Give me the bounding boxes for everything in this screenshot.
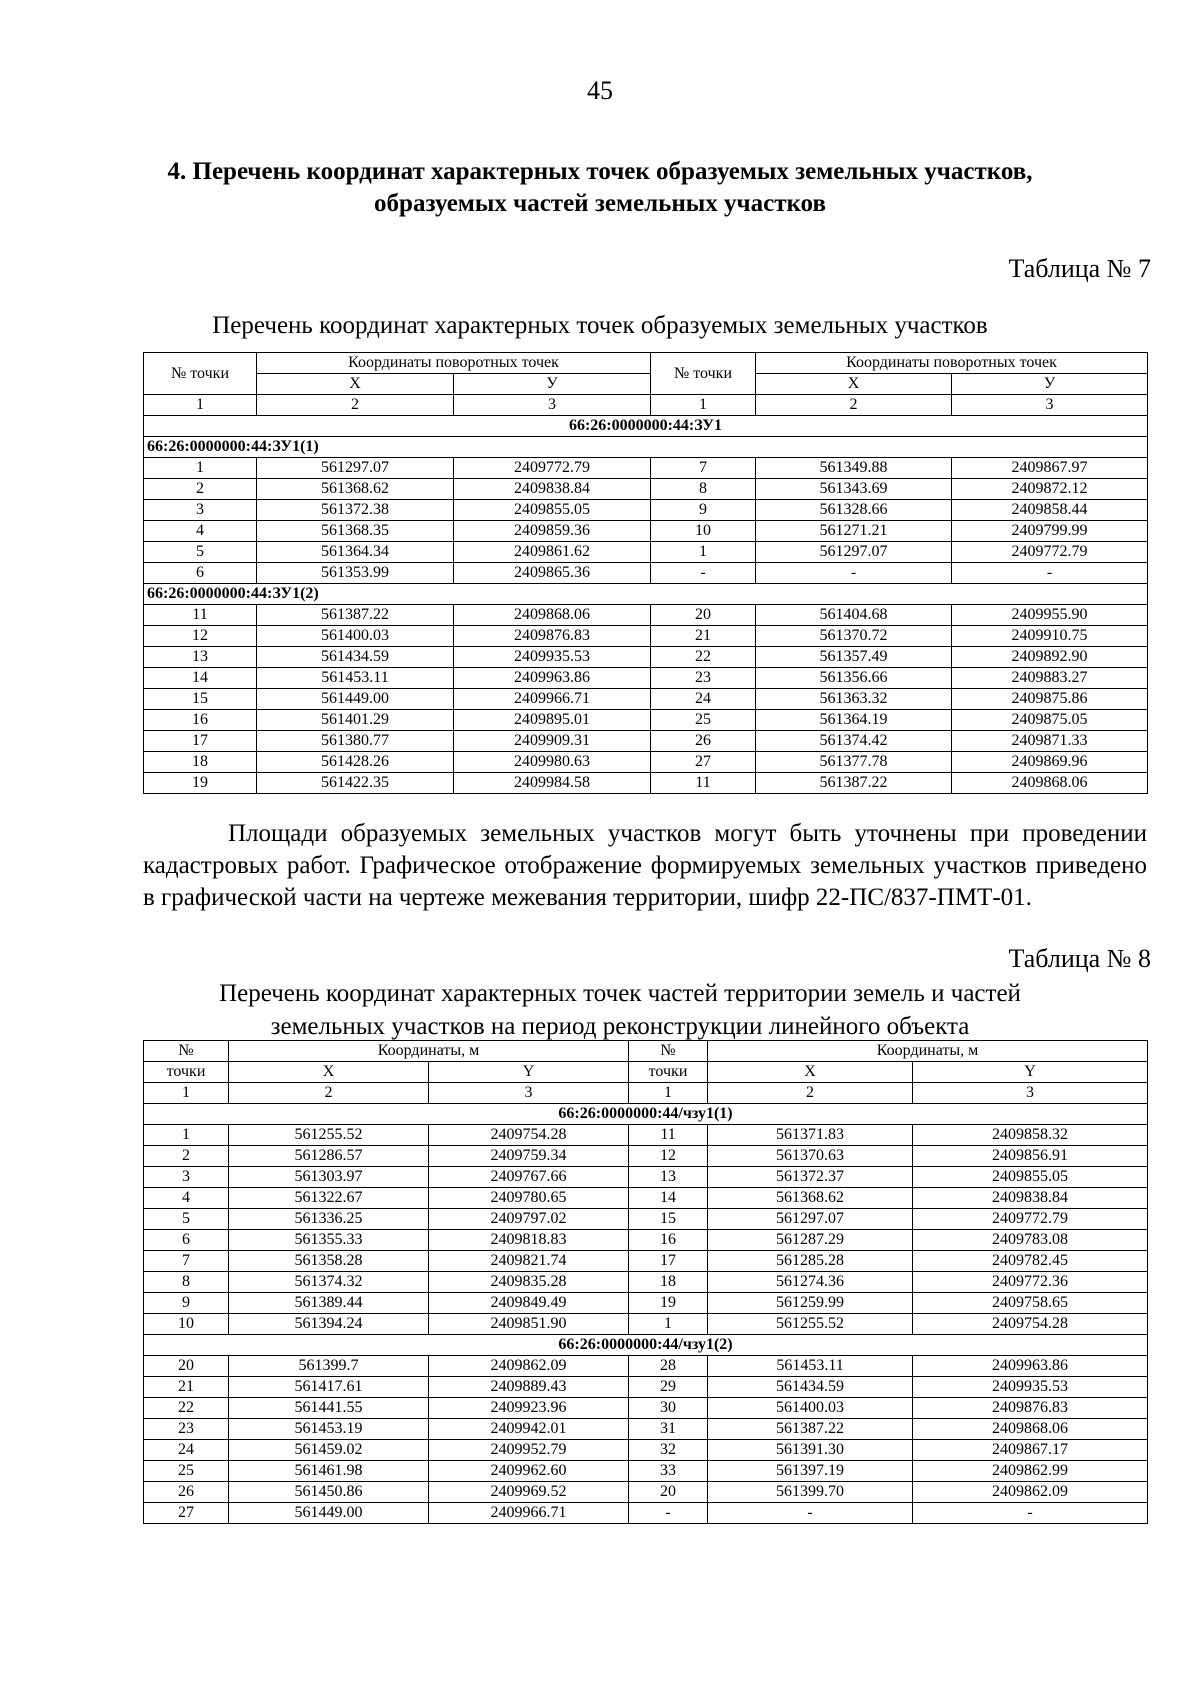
- table-cell: 561417.61: [229, 1377, 429, 1398]
- table-cell: 3: [144, 1167, 229, 1188]
- table7-header-coords: Координаты поворотных точек: [756, 353, 1148, 374]
- table7-header-point: № точки: [651, 353, 756, 395]
- table-cell: 561461.98: [229, 1461, 429, 1482]
- table-cell: 2409909.31: [454, 731, 651, 752]
- table-cell: 2409858.44: [952, 500, 1148, 521]
- table-cell: 561297.07: [756, 542, 952, 563]
- table-cell: 561372.37: [708, 1167, 913, 1188]
- table8-label: Таблица № 8: [1008, 944, 1151, 973]
- table8-header-num-sign: №: [629, 1041, 708, 1062]
- table-cell: 10: [651, 521, 756, 542]
- table7-header-y: У: [454, 374, 651, 395]
- column-number: 3: [913, 1083, 1148, 1104]
- table-cell: 2409923.96: [429, 1398, 629, 1419]
- table-cell: 25: [144, 1461, 229, 1482]
- table-cell: 561387.22: [708, 1419, 913, 1440]
- table-cell: 2: [144, 1146, 229, 1167]
- column-number: 2: [257, 395, 454, 416]
- table-cell: 30: [629, 1398, 708, 1419]
- table7-header-row-2: [144, 374, 1148, 395]
- table-row: [144, 1293, 1148, 1314]
- table-cell: 2409821.74: [429, 1251, 629, 1272]
- table7-column-numbers: [144, 395, 1148, 416]
- table-cell: 2409851.90: [429, 1314, 629, 1335]
- table-cell: 32: [629, 1440, 708, 1461]
- table-cell: 561364.19: [756, 710, 952, 731]
- table7-header-x: Х: [257, 374, 454, 395]
- table-cell: 16: [629, 1230, 708, 1251]
- table8-header-y: Y: [913, 1062, 1148, 1083]
- table-cell: 561380.77: [257, 731, 454, 752]
- table-cell: 23: [144, 1419, 229, 1440]
- table-cell: 2409963.86: [454, 668, 651, 689]
- table-cell: 2409867.97: [952, 458, 1148, 479]
- table-row: [144, 752, 1148, 773]
- table-row: [144, 479, 1148, 500]
- table-cell: 2409868.06: [913, 1419, 1148, 1440]
- table-cell: 11: [144, 605, 257, 626]
- table-cell: 561372.38: [257, 500, 454, 521]
- table-cell: -: [651, 563, 756, 584]
- table-cell: 5: [144, 542, 257, 563]
- table-cell: 561322.67: [229, 1188, 429, 1209]
- table8-column-numbers: [144, 1083, 1148, 1104]
- table-cell: 2409871.33: [952, 731, 1148, 752]
- table-cell: 561336.25: [229, 1209, 429, 1230]
- table-cell: 561374.42: [756, 731, 952, 752]
- table-row: [144, 605, 1148, 626]
- table-cell: 2409876.83: [454, 626, 651, 647]
- table-cell: 2409782.45: [913, 1251, 1148, 1272]
- table-row: [144, 1440, 1148, 1461]
- table-cell: 2409892.90: [952, 647, 1148, 668]
- table-cell: 2409767.66: [429, 1167, 629, 1188]
- table-cell: 561453.11: [257, 668, 454, 689]
- table-cell: 561404.68: [756, 605, 952, 626]
- table-cell: -: [952, 563, 1148, 584]
- table-cell: 12: [144, 626, 257, 647]
- table-cell: 2409754.28: [429, 1125, 629, 1146]
- table-cell: 2: [144, 479, 257, 500]
- table-cell: 561363.32: [756, 689, 952, 710]
- table-cell: 2409865.36: [454, 563, 651, 584]
- group-title: 66:26:0000000:44/чзу1(2): [144, 1335, 1148, 1356]
- table-cell: 2409862.99: [913, 1461, 1148, 1482]
- table-row: [144, 1146, 1148, 1167]
- table8-header-coords: Координаты, м: [708, 1041, 1148, 1062]
- table-cell: 2409855.05: [454, 500, 651, 521]
- table-cell: 14: [629, 1188, 708, 1209]
- table-cell: 2409984.58: [454, 773, 651, 794]
- table-cell: 561370.63: [708, 1146, 913, 1167]
- table8-caption-line2: земельных участков на период реконструкции линейного объекта: [270, 1013, 970, 1040]
- table-cell: 12: [629, 1146, 708, 1167]
- table-cell: 4: [144, 521, 257, 542]
- table-cell: 2409966.71: [429, 1503, 629, 1524]
- table-cell: 561453.11: [708, 1356, 913, 1377]
- table-cell: 1: [144, 1125, 229, 1146]
- table-cell: 2409862.09: [429, 1356, 629, 1377]
- table-cell: 561355.33: [229, 1230, 429, 1251]
- column-number: 2: [756, 395, 952, 416]
- table-cell: 561364.34: [257, 542, 454, 563]
- table8-header-coords: Координаты, м: [229, 1041, 629, 1062]
- table8-header-row-2: [144, 1062, 1148, 1083]
- table-cell: 2409797.02: [429, 1209, 629, 1230]
- table-cell: 561259.99: [708, 1293, 913, 1314]
- table-row: [144, 1503, 1148, 1524]
- table-cell: 6: [144, 563, 257, 584]
- table-cell: 561328.66: [756, 500, 952, 521]
- table-cell: 1: [651, 542, 756, 563]
- table-cell: 2409758.65: [913, 1293, 1148, 1314]
- group-title: 66:26:0000000:44:ЗУ1(1): [144, 437, 1148, 458]
- table7-parcel-row: [144, 416, 1148, 437]
- table8-body: [144, 1041, 1148, 1524]
- table-cell: 2409855.05: [913, 1167, 1148, 1188]
- table-cell: 561255.52: [229, 1125, 429, 1146]
- table-cell: 2409861.62: [454, 542, 651, 563]
- table-cell: 2409858.32: [913, 1125, 1148, 1146]
- group-title-row: [144, 584, 1148, 605]
- table-cell: 2409868.06: [952, 773, 1148, 794]
- table-cell: 9: [651, 500, 756, 521]
- table-row: [144, 1188, 1148, 1209]
- table-cell: 561358.28: [229, 1251, 429, 1272]
- table-cell: 2409856.91: [913, 1146, 1148, 1167]
- table-cell: 2409889.43: [429, 1377, 629, 1398]
- table-row: [144, 542, 1148, 563]
- table-cell: 561343.69: [756, 479, 952, 500]
- table-row: [144, 1272, 1148, 1293]
- table-cell: 28: [629, 1356, 708, 1377]
- table-cell: 2409818.83: [429, 1230, 629, 1251]
- table-row: [144, 710, 1148, 731]
- table-cell: 20: [651, 605, 756, 626]
- table-cell: 561303.97: [229, 1167, 429, 1188]
- table-cell: 27: [144, 1503, 229, 1524]
- table-cell: 29: [629, 1377, 708, 1398]
- table-cell: 23: [651, 668, 756, 689]
- table-cell: 561255.52: [708, 1314, 913, 1335]
- table-cell: 2409910.75: [952, 626, 1148, 647]
- table7: [143, 352, 1148, 794]
- table-cell: 561428.26: [257, 752, 454, 773]
- table-cell: 2409835.28: [429, 1272, 629, 1293]
- table-cell: 2409772.79: [952, 542, 1148, 563]
- column-number: 1: [144, 1083, 229, 1104]
- table-cell: 561368.62: [257, 479, 454, 500]
- table-cell: 561297.07: [257, 458, 454, 479]
- table-cell: 21: [651, 626, 756, 647]
- table-row: [144, 1398, 1148, 1419]
- table-cell: 33: [629, 1461, 708, 1482]
- table7-body: [144, 353, 1148, 794]
- table7-header-coords: Координаты поворотных точек: [257, 353, 651, 374]
- column-number: 3: [429, 1083, 629, 1104]
- table-cell: 2409955.90: [952, 605, 1148, 626]
- table7-caption: Перечень координат характерных точек образуемых земельных участков: [212, 312, 988, 339]
- table8: [143, 1040, 1148, 1524]
- table-cell: 11: [651, 773, 756, 794]
- table-cell: 2409875.86: [952, 689, 1148, 710]
- table-cell: 22: [144, 1398, 229, 1419]
- table-cell: 561274.36: [708, 1272, 913, 1293]
- table-row: [144, 626, 1148, 647]
- table8-header-row-1: [144, 1041, 1148, 1062]
- table-cell: 15: [629, 1209, 708, 1230]
- table-cell: 26: [144, 1482, 229, 1503]
- table-cell: 2409838.84: [454, 479, 651, 500]
- table-cell: 2409962.60: [429, 1461, 629, 1482]
- table-cell: 561449.00: [257, 689, 454, 710]
- table-cell: 20: [144, 1356, 229, 1377]
- table-cell: 2409876.83: [913, 1398, 1148, 1419]
- table-cell: 2409772.79: [454, 458, 651, 479]
- table-cell: 561450.86: [229, 1482, 429, 1503]
- page-number: 45: [587, 76, 613, 105]
- table-cell: 27: [651, 752, 756, 773]
- table-cell: 26: [651, 731, 756, 752]
- group-title-row: [144, 437, 1148, 458]
- table-row: [144, 773, 1148, 794]
- table-cell: -: [756, 563, 952, 584]
- table8-header-point-word: точки: [144, 1062, 229, 1083]
- table-cell: 13: [144, 647, 257, 668]
- table-cell: 10: [144, 1314, 229, 1335]
- table-cell: 8: [144, 1272, 229, 1293]
- table-cell: 561434.59: [257, 647, 454, 668]
- table-row: [144, 1230, 1148, 1251]
- group-title-row: [144, 1104, 1148, 1125]
- table8-header-x: X: [229, 1062, 429, 1083]
- table-row: [144, 1314, 1148, 1335]
- table8-header-num-sign: №: [144, 1041, 229, 1062]
- column-number: 1: [629, 1083, 708, 1104]
- table-cell: 11: [629, 1125, 708, 1146]
- table-cell: 2409859.36: [454, 521, 651, 542]
- table-cell: 561285.28: [708, 1251, 913, 1272]
- table-cell: 2409935.53: [454, 647, 651, 668]
- table-cell: 2409875.05: [952, 710, 1148, 731]
- table-row: [144, 1251, 1148, 1272]
- table-cell: 2409868.06: [454, 605, 651, 626]
- table-cell: 561394.24: [229, 1314, 429, 1335]
- table-cell: 561459.02: [229, 1440, 429, 1461]
- table-cell: 561286.57: [229, 1146, 429, 1167]
- table-row: [144, 731, 1148, 752]
- table-cell: 15: [144, 689, 257, 710]
- table-cell: 19: [144, 773, 257, 794]
- table-cell: 17: [144, 731, 257, 752]
- table-cell: 2409952.79: [429, 1440, 629, 1461]
- table-cell: 561368.62: [708, 1188, 913, 1209]
- table-cell: 2409772.36: [913, 1272, 1148, 1293]
- table7-header-point: № точки: [144, 353, 257, 395]
- table-cell: 18: [144, 752, 257, 773]
- table-cell: 561387.22: [257, 605, 454, 626]
- table-cell: 5: [144, 1209, 229, 1230]
- table-cell: 9: [144, 1293, 229, 1314]
- table7-header-y: У: [952, 374, 1148, 395]
- table-cell: 6: [144, 1230, 229, 1251]
- table-cell: 561397.19: [708, 1461, 913, 1482]
- table-cell: 13: [629, 1167, 708, 1188]
- table-cell: 2409895.01: [454, 710, 651, 731]
- table7-header-x: Х: [756, 374, 952, 395]
- table-cell: 2409754.28: [913, 1314, 1148, 1335]
- table-cell: 2409935.53: [913, 1377, 1148, 1398]
- column-number: 2: [708, 1083, 913, 1104]
- table-row: [144, 1419, 1148, 1440]
- table-cell: 7: [144, 1251, 229, 1272]
- table-cell: 14: [144, 668, 257, 689]
- table-cell: 561387.22: [756, 773, 952, 794]
- table-cell: 561357.49: [756, 647, 952, 668]
- table-cell: 17: [629, 1251, 708, 1272]
- table-cell: 2409969.52: [429, 1482, 629, 1503]
- table-row: [144, 1125, 1148, 1146]
- table-cell: 4: [144, 1188, 229, 1209]
- table-cell: 561391.30: [708, 1440, 913, 1461]
- table8-caption-line1: Перечень координат характерных точек частей территории земель и частей: [219, 980, 1021, 1007]
- table-cell: 1: [144, 458, 257, 479]
- table-cell: 2409883.27: [952, 668, 1148, 689]
- table-cell: 561389.44: [229, 1293, 429, 1314]
- table-cell: 7: [651, 458, 756, 479]
- table-cell: 561400.03: [708, 1398, 913, 1419]
- table-cell: 1: [629, 1314, 708, 1335]
- table-cell: 2409966.71: [454, 689, 651, 710]
- body-paragraph: Площади образуемых земельных участков могут быть уточнены при проведении кадастровых работ. Графическое отображение формируемых земельных участков приведено в графической части на чертеже межевания территории, шифр 22-ПС/837-ПМТ-01.: [143, 820, 1147, 911]
- table8-header-x: X: [708, 1062, 913, 1083]
- table-cell: -: [913, 1503, 1148, 1524]
- table-row: [144, 1461, 1148, 1482]
- group-title: 66:26:0000000:44/чзу1(1): [144, 1104, 1148, 1125]
- table-cell: 561399.70: [708, 1482, 913, 1503]
- table-cell: 561422.35: [257, 773, 454, 794]
- table-cell: 561441.55: [229, 1398, 429, 1419]
- table-cell: 561377.78: [756, 752, 952, 773]
- table7-label: Таблица № 7: [1008, 254, 1151, 283]
- column-number: 3: [952, 395, 1148, 416]
- table-cell: 2409849.49: [429, 1293, 629, 1314]
- table-row: [144, 668, 1148, 689]
- table-cell: 22: [651, 647, 756, 668]
- group-title-row: [144, 1335, 1148, 1356]
- table7-header-row-1: [144, 353, 1148, 374]
- table-row: [144, 1356, 1148, 1377]
- table-cell: 2409772.79: [913, 1209, 1148, 1230]
- group-title: 66:26:0000000:44:ЗУ1(2): [144, 584, 1148, 605]
- table-cell: 561400.03: [257, 626, 454, 647]
- table-cell: 24: [144, 1440, 229, 1461]
- table-row: [144, 458, 1148, 479]
- section-title: 4. Перечень координат характерных точек образуемых земельных участков, образуемых частей земельных участков: [167, 158, 1033, 217]
- table-cell: 20: [629, 1482, 708, 1503]
- table-row: [144, 521, 1148, 542]
- table-cell: 16: [144, 710, 257, 731]
- table-cell: 2409872.12: [952, 479, 1148, 500]
- table-row: [144, 689, 1148, 710]
- table-row: [144, 1377, 1148, 1398]
- table-cell: 8: [651, 479, 756, 500]
- table-cell: 2409942.01: [429, 1419, 629, 1440]
- table-cell: 561368.35: [257, 521, 454, 542]
- table8-header-point-word: точки: [629, 1062, 708, 1083]
- table8-header-y: Y: [429, 1062, 629, 1083]
- table-cell: 561434.59: [708, 1377, 913, 1398]
- table-row: [144, 1209, 1148, 1230]
- table-cell: 18: [629, 1272, 708, 1293]
- table-cell: 561297.07: [708, 1209, 913, 1230]
- table-cell: 2409869.96: [952, 752, 1148, 773]
- table-cell: 24: [651, 689, 756, 710]
- table-cell: 2409759.34: [429, 1146, 629, 1167]
- table-row: [144, 1482, 1148, 1503]
- table-cell: 2409862.09: [913, 1482, 1148, 1503]
- table-cell: -: [629, 1503, 708, 1524]
- table-cell: 2409780.65: [429, 1188, 629, 1209]
- table-cell: 561356.66: [756, 668, 952, 689]
- table-cell: 2409838.84: [913, 1188, 1148, 1209]
- table-row: [144, 500, 1148, 521]
- table-cell: 21: [144, 1377, 229, 1398]
- column-number: 2: [229, 1083, 429, 1104]
- table-cell: 2409963.86: [913, 1356, 1148, 1377]
- table-cell: 561374.32: [229, 1272, 429, 1293]
- table-cell: 2409799.99: [952, 521, 1148, 542]
- table-cell: 561453.19: [229, 1419, 429, 1440]
- table-cell: 561449.00: [229, 1503, 429, 1524]
- table-cell: 25: [651, 710, 756, 731]
- table-row: [144, 563, 1148, 584]
- column-number: 1: [144, 395, 257, 416]
- table-cell: 561399.7: [229, 1356, 429, 1377]
- table-cell: 2409980.63: [454, 752, 651, 773]
- column-number: 3: [454, 395, 651, 416]
- table-cell: 561401.29: [257, 710, 454, 731]
- table-cell: 2409867.17: [913, 1440, 1148, 1461]
- parcel-title: 66:26:0000000:44:ЗУ1: [144, 416, 1148, 437]
- table-cell: 561370.72: [756, 626, 952, 647]
- column-number: 1: [651, 395, 756, 416]
- table-cell: 31: [629, 1419, 708, 1440]
- table-cell: 561287.29: [708, 1230, 913, 1251]
- table-row: [144, 1167, 1148, 1188]
- table-cell: 19: [629, 1293, 708, 1314]
- table-cell: 561353.99: [257, 563, 454, 584]
- table-row: [144, 647, 1148, 668]
- table-cell: 561349.88: [756, 458, 952, 479]
- table-cell: 561271.21: [756, 521, 952, 542]
- table-cell: 2409783.08: [913, 1230, 1148, 1251]
- table-cell: 3: [144, 500, 257, 521]
- table-cell: 561371.83: [708, 1125, 913, 1146]
- table-cell: -: [708, 1503, 913, 1524]
